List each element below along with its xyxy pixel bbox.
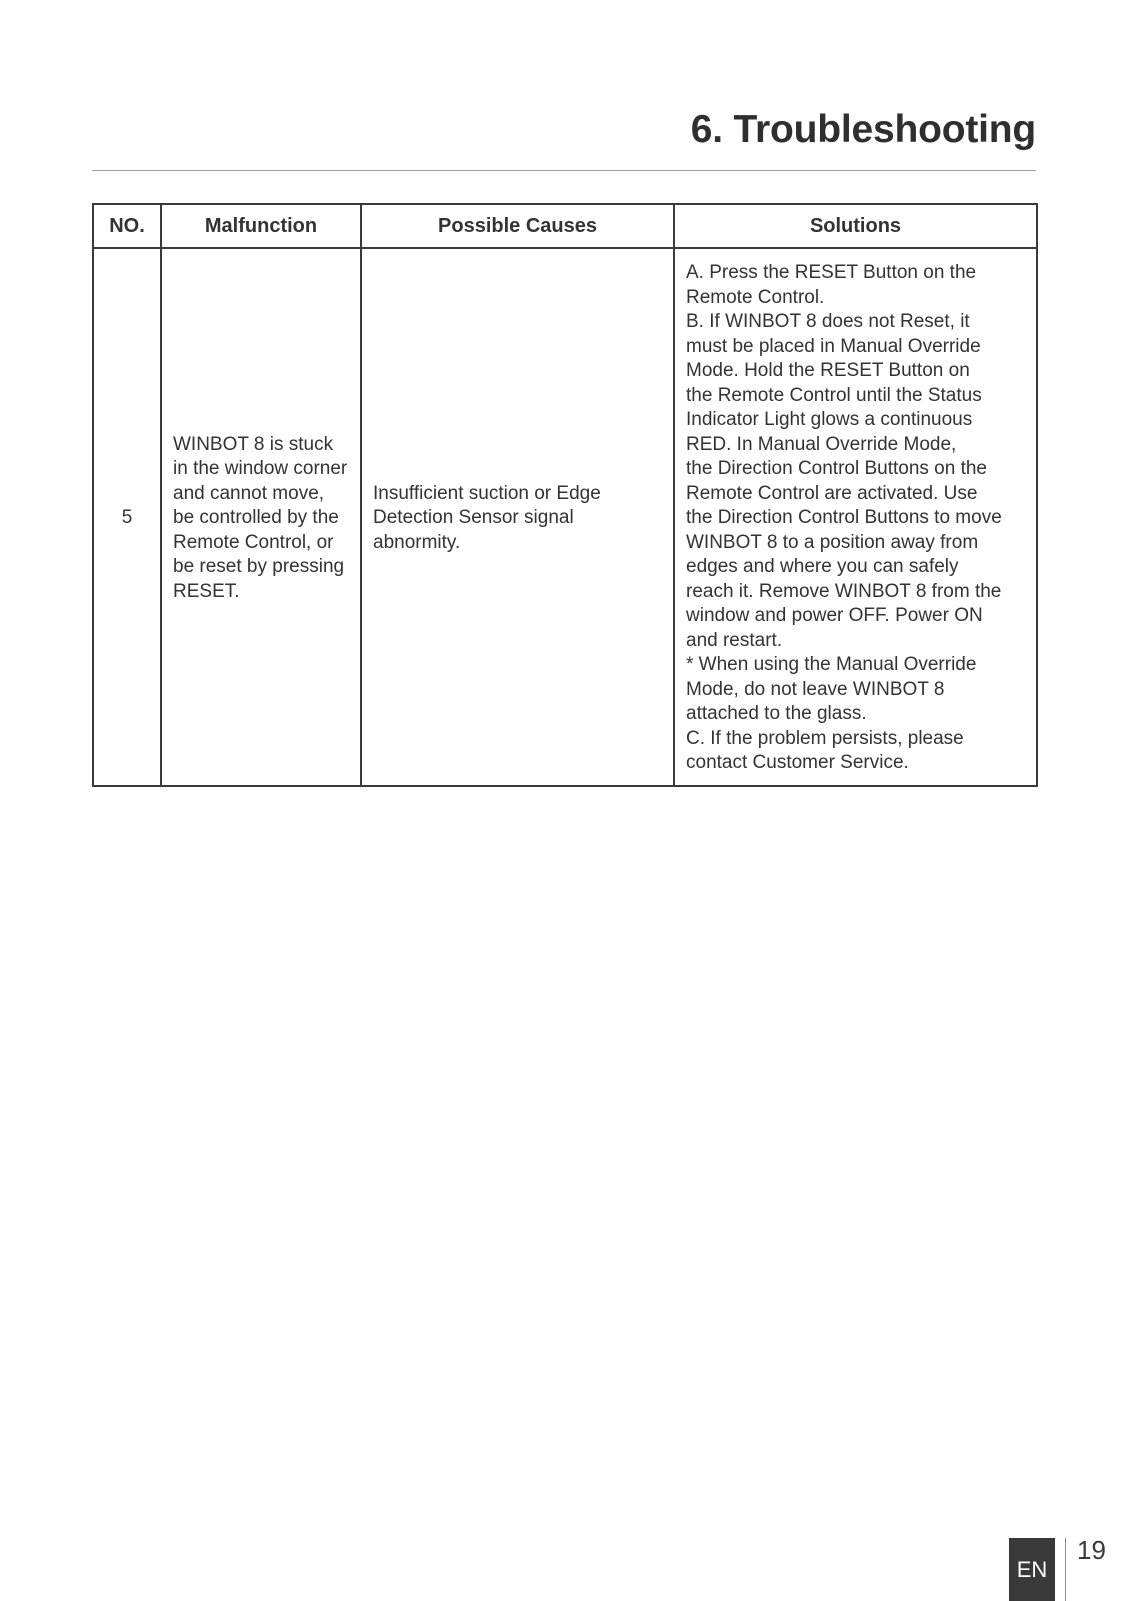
language-tab: EN: [1009, 1538, 1055, 1601]
page-title: 6. Troubleshooting: [690, 108, 1036, 151]
possible-causes-cell: Insufficient suction or Edge Detection Sensor signal abnormity.: [361, 248, 674, 786]
header-malfunction: Malfunction: [161, 204, 361, 248]
title-divider: [92, 170, 1036, 171]
header-solutions: Solutions: [674, 204, 1037, 248]
footer-divider: [1065, 1538, 1066, 1601]
page-number: 19: [1077, 1535, 1106, 1565]
table-row: [93, 248, 1037, 786]
troubleshooting-table: [92, 203, 1038, 787]
malfunction-cell: WINBOT 8 is stuck in the window corner and cannot move, be controlled by the Remote Control, or be reset by pressing RESET.: [161, 248, 361, 786]
header-no: NO.: [93, 204, 161, 248]
table-header-row: [93, 204, 1037, 248]
row-number: 5: [93, 248, 161, 786]
solutions-cell: A. Press the RESET Button on the Remote Control. B. If WINBOT 8 does not Reset, it must be placed in Manual Override Mode. Hold the RESET Button on the Remote Control until the Status Indicator Light glows a continuous RED. In Manual Override Mode, the Direction Control Buttons on the Remote Control are activated. Use the Direction Control Buttons to move WINBOT 8 to a position away from edges and where you can safely reach it. Remove WINBOT 8 from the window and power OFF. Power ON and restart. * When using the Manual Override Mode, do not leave WINBOT 8 attached to the glass. C. If the problem persists, please contact Customer Service.: [674, 248, 1037, 786]
header-possible-causes: Possible Causes: [361, 204, 674, 248]
